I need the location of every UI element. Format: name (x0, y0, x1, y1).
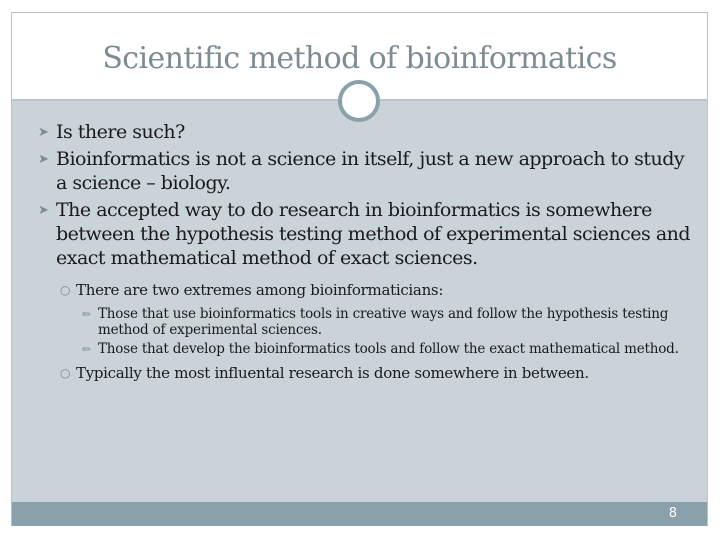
bullet-item (38, 198, 698, 270)
sub-bullet-text: There are two extremes among bioinformaticians: (76, 281, 444, 299)
arrow-bullet-icon: ➤ (38, 203, 49, 218)
circle-bullet-icon: ○ (60, 366, 71, 380)
slide-title: Scientific method of bioinformatics (102, 41, 617, 76)
sub-bullet-item (38, 363, 698, 383)
arrow-bullet-icon: ➤ (38, 125, 49, 140)
slide-content (38, 120, 698, 389)
sub-sub-bullet-item (38, 341, 698, 357)
sub-bullet-text: Typically the most influental research is done somewhere in between. (76, 364, 589, 382)
bullet-item (38, 147, 698, 195)
sub-sub-bullet-text: Those that use bioinformatics tools in creative ways and follow the hypothesis testing method of experimental sciences. (98, 306, 669, 338)
bullet-item (38, 120, 698, 144)
pen-bullet-icon: ✏ (82, 308, 92, 321)
ring-icon (338, 80, 380, 122)
sub-sub-bullet-item (38, 306, 698, 338)
pen-bullet-icon: ✏ (82, 343, 92, 356)
sub-sub-bullet-list (38, 306, 698, 357)
arrow-bullet-icon: ➤ (38, 152, 49, 167)
bullet-text: Bioinformatics is not a science in itself, just a new approach to study a science – biology. (56, 148, 685, 194)
sub-sub-bullet-text: Those that develop the bioinformatics tools and follow the exact mathematical method. (98, 341, 679, 357)
bullet-text: The accepted way to do research in bioinformatics is somewhere between the hypothesis testing method of experimental sciences and exact mathematical method of exact sciences. (56, 199, 691, 269)
page-number: 8 (668, 506, 677, 521)
sub-bullet-item (38, 280, 698, 300)
bullet-text: Is there such? (56, 121, 185, 143)
circle-bullet-icon: ○ (60, 283, 71, 297)
footer-bar (12, 502, 707, 526)
